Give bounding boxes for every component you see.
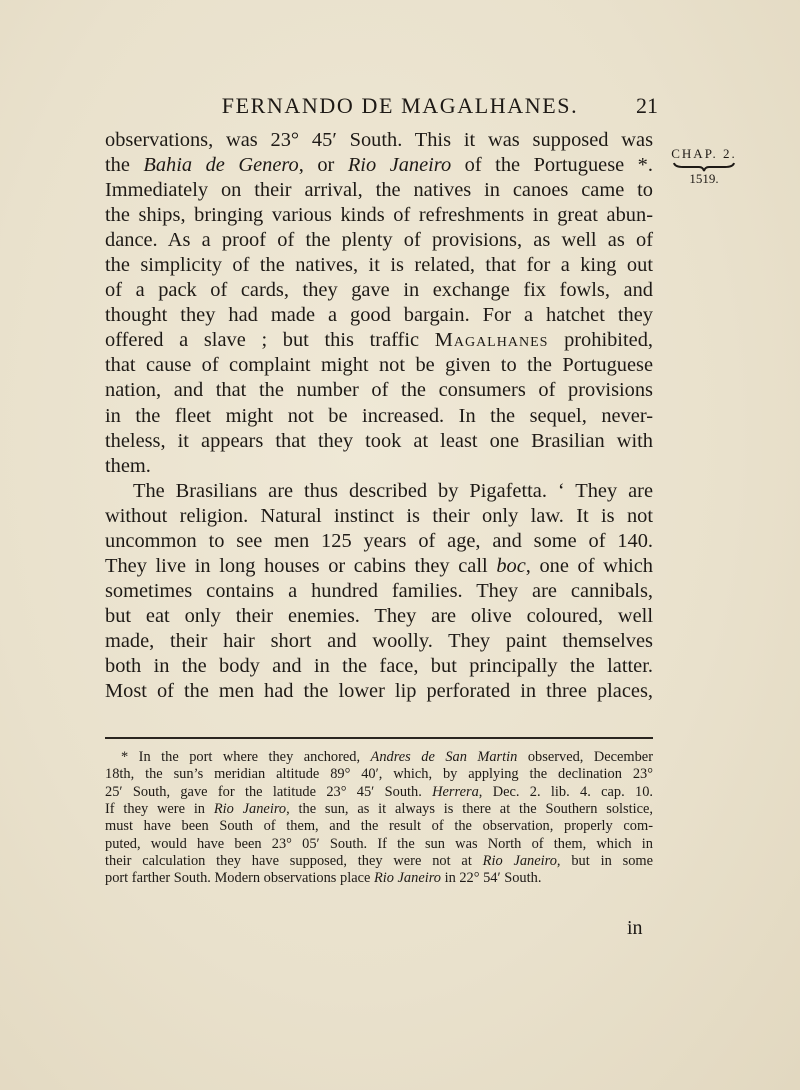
text-line: without religion. Natural instinct is their only law. It is not (105, 504, 653, 527)
main-text (105, 128, 653, 704)
footnote-line: must have been South of them, and the result of the observation, properly com- (105, 818, 653, 835)
footnote-line: If they were in Rio Janeiro, the sun, as it always is there at the Southern solstice, (105, 801, 653, 818)
year-label: 1519. (689, 171, 719, 186)
text-line: the ships, bringing various kinds of refreshments in great abun- (105, 204, 653, 227)
text-line: thought they had made a good bargain. For a hatchet they (105, 304, 653, 327)
text-line: They live in long houses or cabins they call boc, one of which (105, 554, 653, 577)
text-line: but eat only their enemies. They are olive coloured, well (105, 604, 653, 627)
footnote-line: puted, would have been 23° 05′ South. If the sun was North of them, which in (105, 835, 653, 852)
footnote-line: 18th, the sun’s meridian altitude 89° 40′, which, by applying the declination 23° (105, 766, 653, 783)
page-number: 21 (636, 93, 658, 118)
footnote-rule (105, 737, 653, 739)
catchword: in (627, 917, 643, 939)
margin-note (664, 147, 744, 185)
text-line: Most of the men had the lower lip perforated in three places, (105, 680, 653, 703)
text-line: the Bahia de Genero, or Rio Janeiro of the Portuguese *. (105, 154, 653, 177)
chapter-label: CHAP. 2. (671, 146, 737, 161)
text-line: Immediately on their arrival, the natives in canoes came to (105, 179, 653, 202)
text-line: the simplicity of the natives, it is related, that for a king out (105, 254, 653, 277)
text-line: in the fleet might not be increased. In the sequel, never- (105, 404, 653, 427)
text-line: uncommon to see men 125 years of age, and some of 140. (105, 529, 653, 552)
footnote-line: 25′ South, gave for the latitude 23° 45′ South. Herrera, Dec. 2. lib. 4. cap. 10. (105, 783, 654, 800)
text-line: observations, was 23° 45′ South. This it was supposed was (105, 129, 653, 151)
footnote-line: port farther South. Modern observations place Rio Janeiro in 22° 54′ South. (105, 870, 542, 887)
text-line: sometimes contains a hundred families. They are cannibals, (105, 579, 653, 602)
text-line: both in the body and in the face, but principally the latter. (105, 654, 653, 677)
running-head: FERNANDO DE MAGALHANES. (221, 93, 579, 118)
text-line: The Brasilians are thus described by Pigafetta. ‘ They are (133, 479, 653, 502)
text-line: them. (105, 454, 151, 477)
text-line: nation, and that the number of the consumers of provisions (105, 379, 653, 402)
text-line: theless, it appears that they took at least one Brasilian with (105, 429, 653, 452)
text-line: made, their hair short and woolly. They paint themselves (105, 629, 653, 652)
text-line: of a pack of cards, they gave in exchange fix fowls, and (105, 279, 653, 302)
text-line: that cause of complaint might not be given to the Portuguese (105, 354, 653, 377)
text-line: offered a slave ; but this traffic Magalhanes prohibited, (105, 329, 653, 352)
footnote-line: * In the port where they anchored, Andres de San Martin observed, December (121, 749, 653, 765)
footnote (105, 749, 653, 888)
footnote-line: their calculation they have supposed, they were not at Rio Janeiro, but in some (105, 853, 653, 870)
text-line: dance. As a proof of the plenty of provisions, as well as of (105, 229, 653, 252)
